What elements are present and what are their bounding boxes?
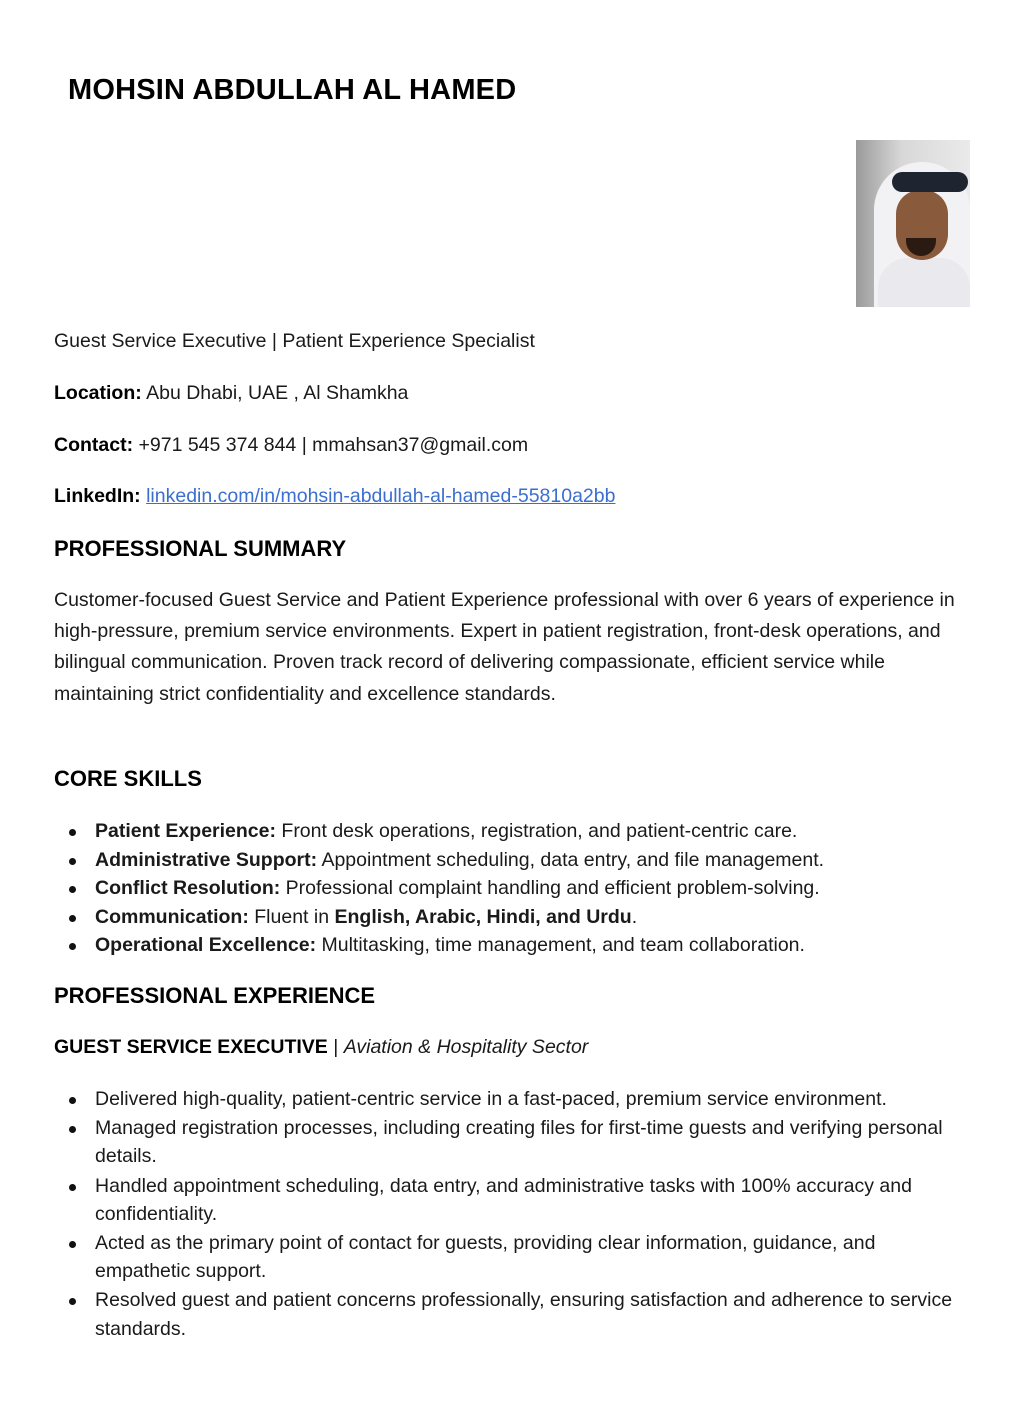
skill-item xyxy=(95,817,975,846)
location xyxy=(54,382,408,405)
linkedin-link[interactable]: linkedin.com/in/mohsin-abdullah-al-hamed-55810a2bb xyxy=(146,485,616,507)
job-title: GUEST SERVICE EXECUTIVE xyxy=(54,1036,328,1058)
skill-label: Operational Excellence: xyxy=(95,934,317,957)
skill-item xyxy=(95,931,975,960)
tagline: Guest Service Executive | Patient Experience Specialist xyxy=(54,330,535,352)
skill-text-tail: . xyxy=(631,905,638,928)
skill-text: Fluent in xyxy=(248,905,335,928)
skill-label: Patient Experience: xyxy=(95,820,276,842)
summary-heading: PROFESSIONAL SUMMARY xyxy=(54,536,347,561)
candidate-name: MOHSIN ABDULLAH AL HAMED xyxy=(68,74,517,106)
experience-bullet: Resolved guest and patient concerns professionally, ensuring satisfaction and adherence to service standards. xyxy=(95,1286,975,1342)
location-value: Abu Dhabi, UAE , Al Shamkha xyxy=(141,382,409,404)
skills-heading: CORE SKILLS xyxy=(54,766,202,791)
location-label: Location: xyxy=(54,382,142,404)
summary-text: Customer-focused Guest Service and Patient Experience professional with over 6 years of experience in high-pressure, premium service environments. Expert in patient registration, front-desk operations, and bilingual communication. Proven track record of delivering compassionate, efficient service while maintaining strict confidentiality and excellence standards. xyxy=(54,589,955,705)
linkedin-label: LinkedIn: xyxy=(54,485,141,507)
experience-heading: PROFESSIONAL EXPERIENCE xyxy=(54,983,376,1008)
skills-list xyxy=(54,817,975,960)
contact-value: +971 545 374 844 | mmahsan37@gmail.com xyxy=(133,434,529,456)
skill-item xyxy=(95,846,975,875)
experience-bullet: Delivered high-quality, patient-centric service in a fast-paced, premium service environment. xyxy=(95,1085,975,1113)
separator: | xyxy=(327,1036,344,1058)
linkedin xyxy=(54,485,615,508)
job-heading xyxy=(54,1036,588,1059)
skill-item xyxy=(95,903,975,932)
experience-bullets xyxy=(54,1085,975,1344)
skill-label: Communication: xyxy=(95,905,249,928)
skill-text: Professional complaint handling and efficient problem-solving. xyxy=(280,877,820,900)
skill-text: Appointment scheduling, data entry, and file management. xyxy=(317,848,825,871)
experience-bullet: Handled appointment scheduling, data entry, and administrative tasks with 100% accuracy and confidentiality. xyxy=(95,1172,975,1228)
skill-label: Conflict Resolution: xyxy=(95,877,281,900)
profile-photo xyxy=(856,140,970,307)
experience-bullet: Acted as the primary point of contact for guests, providing clear information, guidance, and empathetic support. xyxy=(95,1229,975,1285)
skill-label: Administrative Support: xyxy=(95,848,318,871)
languages: English, Arabic, Hindi, and Urdu xyxy=(334,905,632,928)
skill-text: Multitasking, time management, and team collaboration. xyxy=(316,934,805,957)
skill-text: Front desk operations, registration, and patient-centric care. xyxy=(275,820,798,842)
contact-label: Contact: xyxy=(54,434,134,456)
experience-bullet: Managed registration processes, including creating files for first-time guests and verifying personal details. xyxy=(95,1114,975,1170)
job-sector: Aviation & Hospitality Sector xyxy=(343,1036,589,1058)
skill-item xyxy=(95,874,975,903)
contact xyxy=(54,434,528,457)
